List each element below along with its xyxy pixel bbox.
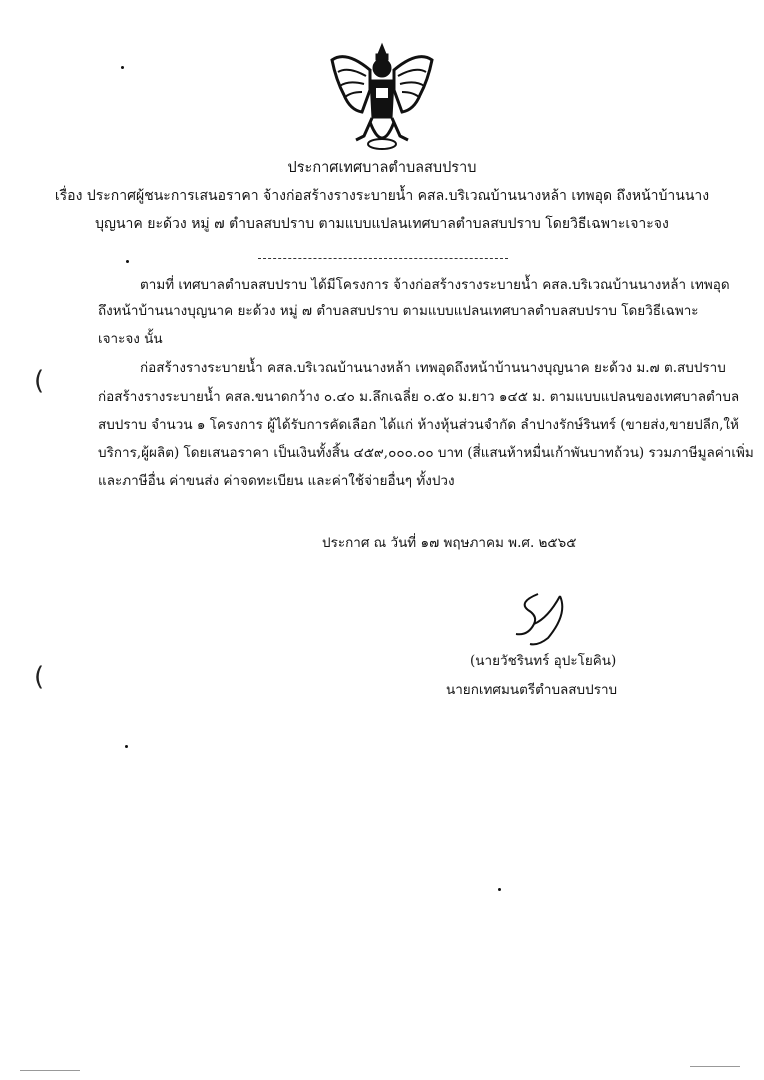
announcement-date: ประกาศ ณ วันที่ ๑๗ พฤษภาคม พ.ศ. ๒๕๖๕	[322, 535, 577, 551]
paragraph1-line: ตามที่ เทศบาลตำบลสบปราบ ได้มีโครงการ จ้างก่อสร้างรางระบายน้ำ คสล.บริเวณบ้านนางหล้า เทพอุด	[140, 277, 730, 293]
subject-line-1: เรื่อง ประกาศผู้ชนะการเสนอราคา จ้างก่อสร้างรางระบายน้ำ คสล.บริเวณบ้านนางหล้า เทพอุด ถึงหน้าบ้านนาง	[54, 188, 710, 204]
margin-mark: (	[34, 662, 45, 692]
paragraph1-line: เจาะจง นั้น	[98, 331, 163, 347]
paragraph2-line: บริการ,ผู้ผลิต) โดยเสนอราคา เป็นเงินทั้งสิ้น ๔๕๙,๐๐๐.๐๐ บาท (สี่แสนห้าหมื่นเก้าพันบาทถ้วน) รวมภาษีมูลค่าเพิ่ม	[98, 445, 754, 461]
paragraph2-line: ก่อสร้างรางระบายน้ำ คสล.บริเวณบ้านนางหล้า เทพอุดถึงหน้าบ้านนางบุญนาค ยะด้วง ม.๗ ต.สบปราบ	[140, 360, 726, 376]
paragraph1-line: ถึงหน้าบ้านนางบุญนาค ยะด้วง หมู่ ๗ ตำบลสบปราบ ตามแบบแปลนเทศบาลตำบลสบปราบ โดยวิธีเฉพาะ	[98, 303, 699, 319]
margin-mark: (	[34, 366, 45, 396]
subject-line-2: บุญนาค ยะด้วง หมู่ ๗ ตำบลสบปราบ ตามแบบแปลนเทศบาลตำบลสบปราบ โดยวิธีเฉพาะเจาะจง	[95, 216, 669, 232]
scan-speck	[126, 260, 129, 263]
garuda-emblem-icon	[326, 40, 438, 156]
scan-smudge	[20, 1070, 80, 1071]
paragraph2-line: และภาษีอื่น ค่าขนส่ง ค่าจดทะเบียน และค่าใช้จ่ายอื่นๆ ทั้งปวง	[98, 473, 455, 489]
separator-line	[258, 258, 508, 259]
document-title: ประกาศเทศบาลตำบลสบปราบ	[287, 160, 477, 176]
signer-position: นายกเทศมนตรีตำบลสบปราบ	[446, 682, 618, 698]
paragraph2-line: สบปราบ จำนวน ๑ โครงการ ผู้ได้รับการคัดเลือก ได้แก่ ห้างหุ้นส่วนจำกัด ลำปางรักษ์รินทร์ (ขายส่ง,ขายปลีก,ให้	[98, 417, 739, 433]
handwritten-signature	[508, 588, 578, 650]
scan-speck	[498, 888, 501, 891]
scan-smudge	[690, 1066, 740, 1067]
signer-name: (นายวัชรินทร์ อุปะโยคิน)	[470, 653, 617, 669]
scan-speck	[125, 745, 128, 748]
paragraph2-line: ก่อสร้างรางระบายน้ำ คสล.ขนาดกว้าง ๐.๔๐ ม.ลึกเฉลี่ย ๐.๕๐ ม.ยาว ๑๔๕ ม. ตามแบบแปลนของเทศบาลตำบล	[98, 389, 740, 405]
scan-speck	[121, 66, 124, 69]
